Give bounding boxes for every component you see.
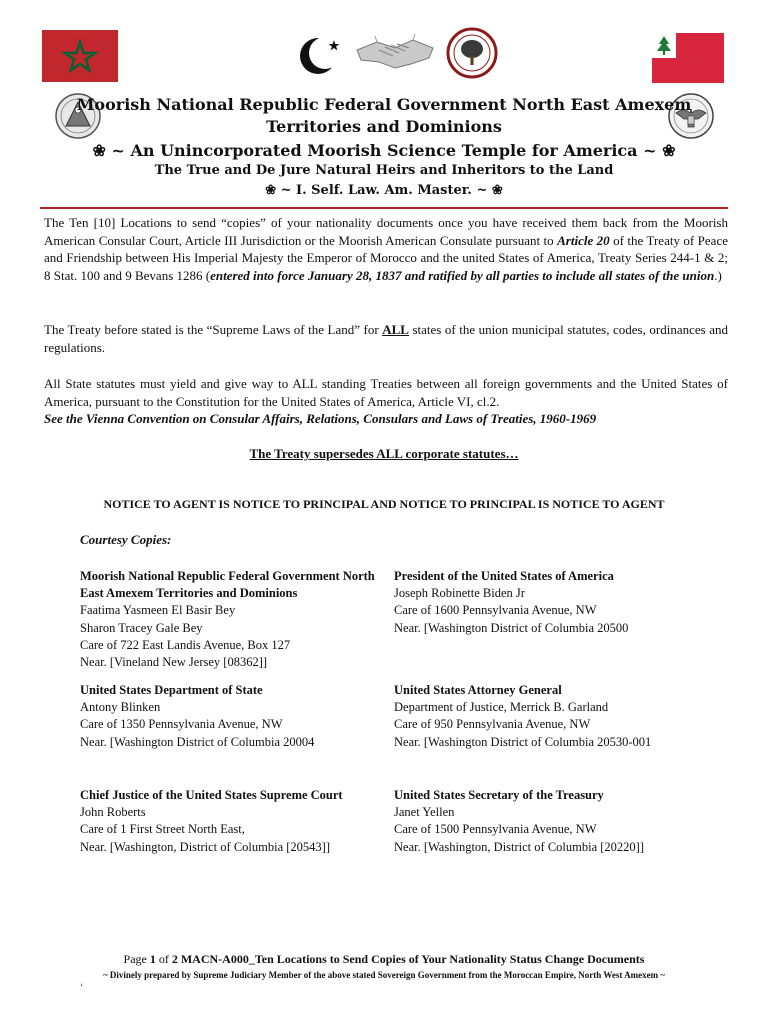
header-motto: ❀ ~ I. Self. Law. Am. Master. ~ ❀ <box>265 183 503 198</box>
footer-document-title: MACN-A000_Ten Locations to Send Copies of Your Nationality Status Change Documents <box>177 952 645 966</box>
paragraph-locations <box>44 214 728 284</box>
header-tagline: The True and De Jure Natural Heirs and Inheritors to the Land <box>154 163 614 178</box>
address-line: Care of 722 East Landis Avenue, Box 127 <box>80 637 291 652</box>
address-line: Near. [Washington, District of Columbia [20220]] <box>394 839 644 854</box>
handshake-icon <box>355 28 435 76</box>
p1-text-c: .) <box>714 267 722 283</box>
crescent-star-icon <box>298 32 344 78</box>
address-line: Joseph Robinette Biden Jr <box>394 586 525 601</box>
address-line: Care of 1350 Pennsylvania Avenue, NW <box>80 717 283 732</box>
address-line: Near. [Washington District of Columbia 20500 <box>394 620 629 635</box>
address-line: Janet Yellen <box>394 805 455 820</box>
paragraph-supreme-law <box>44 321 728 356</box>
address-title: United States Secretary of the Treasury <box>394 788 604 802</box>
address-title: Moorish National Republic Federal Government North East Amexem Territories and Dominions <box>80 569 375 601</box>
p3-vienna-convention: See the Vienna Convention on Consular Affairs, Relations, Consulars and Laws of Treaties, 1960-1969 <box>44 411 597 426</box>
p2-text-b: states of the union municipal statutes, codes, ordinances and regulations. <box>44 322 728 355</box>
address-title: Chief Justice of the United States Supreme Court <box>80 788 343 802</box>
p2-text-a: The Treaty before stated is the “Supreme Laws of the Land” for <box>44 322 383 337</box>
address-line: Near. [Washington, District of Columbia [20543]] <box>80 839 330 854</box>
header-divider <box>40 207 728 209</box>
p1-article-ref: Article 20 <box>557 232 610 248</box>
address-line: Care of 1 First Street North East, <box>80 822 245 837</box>
morocco-flag-icon <box>42 30 118 82</box>
address-line: Care of 1600 Pennsylvania Avenue, NW <box>394 603 597 618</box>
address-line: Near. [Vineland New Jersey [08362]] <box>80 655 268 670</box>
address-block-attorney-general <box>394 682 694 751</box>
address-line: Near. [Washington District of Columbia 20530-001 <box>394 734 652 749</box>
address-title: President of the United States of America <box>394 569 614 583</box>
address-block-treasury <box>394 787 694 856</box>
address-title: United States Department of State <box>80 683 263 697</box>
page-footer <box>0 952 768 967</box>
notice-heading: NOTICE TO AGENT IS NOTICE TO PRINCIPAL AND NOTICE TO PRINCIPAL IS NOTICE TO AGENT <box>103 497 665 511</box>
address-line: Sharon Tracey Gale Bey <box>80 620 203 635</box>
footer-page-word: Page <box>123 952 150 966</box>
footer-trailing-mark: ‘ <box>80 982 83 992</box>
address-title: United States Attorney General <box>394 683 562 697</box>
footer-page-total: 2 <box>171 952 178 966</box>
p1-text-a: The Ten [10] Locations to send “copies” of your nationality documents once you have received them back from the Moorish American Consular Court, Article III Jurisdiction or the Moorish American Consulate pursuant to <box>44 215 728 248</box>
address-line: John Roberts <box>80 805 146 820</box>
p2-all-emphasis: ALL <box>382 322 409 337</box>
address-line: Near. [Washington District of Columbia 20004 <box>80 734 315 749</box>
treaty-supersedes-heading: The Treaty supersedes ALL corporate statutes… <box>249 446 519 461</box>
address-block-state-department <box>80 682 380 751</box>
address-block-president <box>394 568 694 637</box>
address-line: Antony Blinken <box>80 700 161 715</box>
p3-text-a: All State statutes must yield and give way to ALL standing Treaties between all foreign governments and the United States of America, pursuant to the Constitution for the United States of America, Article VI, cl.2. <box>44 376 728 409</box>
new-england-flag-icon <box>652 33 724 83</box>
address-block-moorish-government <box>80 568 380 671</box>
header-title-line1: Moorish National Republic Federal Government North East Amexem <box>76 95 692 114</box>
footer-page-number: 1 <box>149 952 156 966</box>
address-line: Care of 950 Pennsylvania Avenue, NW <box>394 717 591 732</box>
address-line: Department of Justice, Merrick B. Garland <box>394 700 609 715</box>
p1-text-b: of the Treaty of Peace and Friendship between His Imperial Majesty the Emperor of Morocco and the united States of America, Treaty Series 244-1 & 2; 8 Stat. 100 and 9 Bevans 1286 ( <box>44 232 728 283</box>
paragraph-state-statutes <box>44 375 728 428</box>
p1-entered-into-force: entered into force January 28, 1837 and ratified by all parties to include all states of the union <box>210 267 715 283</box>
tree-seal-icon <box>446 27 498 79</box>
header-subtitle: ❀ ~ An Unincorporated Moorish Science Temple for America ~ ❀ <box>92 141 676 160</box>
footer-prepared-by: ~ Divinely prepared by Supreme Judiciary Member of the above stated Sovereign Government from the Moroccan Empire, North West Amexem ~ <box>102 970 666 980</box>
address-line: Faatima Yasmeen El Basir Bey <box>80 603 236 618</box>
courtesy-copies-heading: Courtesy Copies: <box>80 532 172 547</box>
address-line: Care of 1500 Pennsylvania Avenue, NW <box>394 822 597 837</box>
footer-of-word: of <box>155 952 172 966</box>
header-title-line2: Territories and Dominions <box>266 117 502 136</box>
address-block-chief-justice <box>80 787 380 856</box>
